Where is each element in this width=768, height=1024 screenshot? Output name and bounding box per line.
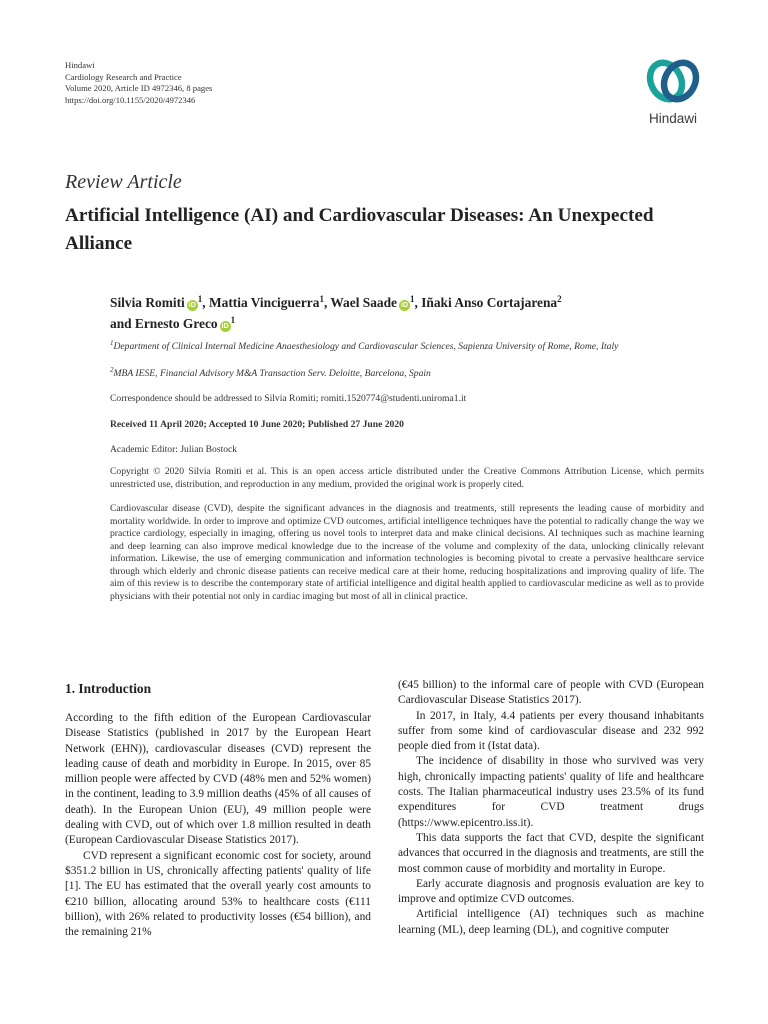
paragraph: CVD represent a significant economic cost for society, around $351.2 billion in US, chronically affecting patients' quality of life [1]. The EU has estimated that the overall yearly cost amounts to €210 billion, allocating around 53% to healthcare costs (€111 billion), with 26% related to productivity losses (€54 billion), and the remaining 21%	[65, 849, 371, 939]
author-name: Silvia Romiti	[110, 295, 185, 310]
hindawi-rings-icon	[643, 54, 703, 108]
orcid-icon[interactable]: iD	[188, 302, 196, 309]
doi-link[interactable]: https://doi.org/10.1155/2020/4972346	[65, 94, 196, 105]
hindawi-logo-text: Hindawi	[648, 111, 698, 126]
affiliation-1	[110, 341, 670, 354]
affiliation-1-number: 1	[110, 339, 114, 347]
affiliation-2-text: MBA IESE, Financial Advisory M&A Transaction Serv. Deloitte, Barcelona, Spain	[113, 368, 431, 379]
publisher-name: Hindawi	[65, 60, 95, 70]
section-heading-introduction: 1. Introduction	[65, 681, 152, 696]
body-column-right	[398, 678, 704, 938]
copyright-notice: Copyright © 2020 Silvia Romiti et al. This is an open access article distributed under the Creative Commons Attribution License, which permits unrestricted use, distribution, and reproduction in any medium, provided the original work is properly cited.	[110, 466, 704, 490]
author-affiliation-number: 1	[197, 294, 203, 304]
author-affiliation-number: 1	[230, 315, 236, 325]
volume-info: Volume 2020, Article ID 4972346, 8 pages	[65, 83, 213, 93]
abstract: Cardiovascular disease (CVD), despite the significant advances in the diagnosis and treatments, still represents the leading cause of morbidity and mortality worldwide. In order to improve and optimize CVD outcomes, artificial intelligence techniques have the potential to radically change the way we practice cardiology, especially in imaging, offering us novel tools to interpret data and make clinical decisions. AI techniques such as machine learning and deep learning can also improve medical knowledge due to the increase of the volume and complexity of the data, unlocking clinically relevant information. Likewise, the use of emerging communication and information technologies is becoming pivotal to create a pervasive healthcare service through which elderly and chronic disease patients can receive medical care at their home, reducing hospitalizations and improving quality of life. The aim of this review is to describe the contemporary state of artificial intelligence and digital health applied to cardiovascular medicine as well as to provide physicians with their potential not only in cardiac imaging but most of all in clinical practice.	[110, 503, 704, 602]
academic-editor: Academic Editor: Julian Bostock	[110, 444, 238, 455]
hindawi-logo	[632, 54, 714, 136]
affiliation-2	[110, 368, 670, 381]
author-affiliation-number: 2	[557, 294, 562, 304]
author-separator: ,	[323, 295, 331, 310]
orcid-icon[interactable]: iD	[221, 323, 229, 330]
author-affiliation-number: 1	[410, 294, 415, 304]
paragraph: This data supports the fact that CVD, despite the significant advances that occurred in the diagnosis and treatments, are still the most common cause of morbidity and mortality in Europe.	[398, 831, 704, 875]
paragraph: According to the fifth edition of the European Cardiovascular Disease Statistics (published in 2017 by the European Heart Network (EHN)), cardiovascular diseases (CVD) represent the leading cause of death and morbidity in Europe. In 2015, over 85 million people were affected by CVD (48% men and 52% women) in the continent, leading to 3.9 million deaths (45% of all causes of death). In the European Union (EU), 49 million people were dealing with CVD, out of which over 1.8 million resulted in death (European Cardiovascular Disease Statistics 2017).	[65, 712, 371, 847]
affiliation-2-number: 2	[110, 366, 114, 374]
paragraph: The incidence of disability in those who survived was very high, chronically impacting patients' quality of life and healthcare costs. The Italian pharmaceutical industry uses 23.5% of its fund expenditures for CVD treatment drugs (https://www.epicentro.iss.it).	[398, 755, 704, 829]
publication-info	[65, 60, 212, 106]
author-affiliation-number: 1	[319, 294, 324, 304]
orcid-icon[interactable]: iD	[401, 302, 408, 309]
affiliation-1-text: Department of Clinical Internal Medicine Anaesthesiology and Cardiovascular Sciences, Sapienza University of Rome, Rome, Italy	[113, 341, 619, 352]
author-name: Wael Saade	[330, 295, 397, 310]
article-type: Review Article	[65, 171, 182, 193]
paragraph: In 2017, in Italy, 4.4 patients per every thousand inhabitants suffer from some kind of cardiovascular disease and 232 992 people died from it (Istat data).	[398, 709, 704, 753]
body-column-left	[65, 680, 371, 940]
paragraph: Early accurate diagnosis and prognosis evaluation are key to improve and optimize CVD outcomes.	[398, 877, 704, 906]
author-separator: ,	[414, 295, 422, 310]
author-name: Mattia Vinciguerra	[208, 295, 320, 310]
journal-name: Cardiology Research and Practice	[65, 71, 182, 82]
author-name: Iñaki Anso Cortajarena	[421, 295, 558, 310]
author-name: and Ernesto Greco	[110, 316, 218, 331]
author-list	[110, 292, 710, 334]
paragraph: (€45 billion) to the informal care of people with CVD (European Cardiovascular Disease Statistics 2017).	[398, 679, 704, 707]
correspondence: Correspondence should be addressed to Silvia Romiti; romiti.1520774@studenti.uniroma1.it	[110, 393, 467, 404]
author-separator: ,	[202, 295, 209, 310]
article-title: Artificial Intelligence (AI) and Cardiovascular Diseases: An Unexpected Alliance	[65, 205, 654, 254]
paragraph: Artificial intelligence (AI) techniques such as machine learning (ML), deep learning (DL), and cognitive computer	[398, 908, 704, 936]
article-dates: Received 11 April 2020; Accepted 10 June 2020; Published 27 June 2020	[110, 419, 404, 430]
